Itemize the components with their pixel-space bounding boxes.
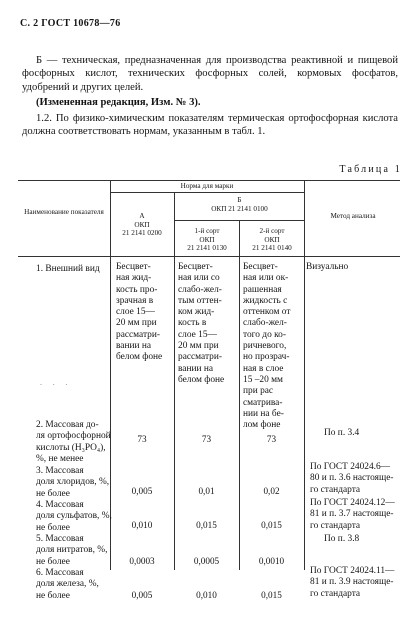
row3-sort-2: 0,02 (263, 486, 280, 496)
row5-sort-2: 0,0010 (258, 556, 285, 566)
header-method: Метод анализа (330, 212, 376, 220)
row6-brand-a: 0,005 (131, 590, 153, 600)
row1-brand-a: Бесцвет- ная жид- кость про- зрачная в слое 15— 20 мм при рассматри- вании на белом фоне (116, 262, 163, 363)
group-header-rule (110, 192, 304, 193)
col-rule-2 (174, 192, 175, 570)
row4-brand-a: 0,010 (131, 520, 153, 530)
row6-name: 6. Массовая доля железа, %, не более (36, 568, 99, 601)
row2-method: По п. 3.4 (324, 428, 360, 438)
header-brand-a: А ОКП 21 2141 0200 (122, 212, 162, 238)
row5-sort-1: 0,0005 (193, 556, 220, 566)
row4-sort-1: 0,015 (196, 520, 217, 530)
row3-brand-a: 0,005 (131, 486, 153, 496)
row5-brand-a: 0,0003 (129, 556, 155, 566)
header-sort-2: 2-й сорт ОКП 21 2141 0140 (252, 227, 292, 253)
row4-method: По ГОСТ 24024.12— 81 и п. 3.7 настояще- го стандарта (310, 498, 395, 531)
row5-name: 5. Массовая доля нитратов, %, не более (36, 534, 108, 567)
row1-sort-2: Бесцвет- ная или ок- рашенная жидкость с оттенком от слабо-жел- того до ко- ричневого, но прозрач- ная в слое 15 –20 мм при рас сматрива- нии на бе- лом фоне (243, 262, 291, 431)
table-top-rule (18, 180, 400, 181)
table-caption: Таблица 1 (339, 164, 402, 175)
header-sort-1: 1-й сорт ОКП 21 2141 0130 (187, 227, 227, 253)
row6-method: По ГОСТ 24024.11— 81 и п. 3.9 настояще- го стандарта (310, 566, 395, 599)
row1-name: 1. Внешний вид (36, 264, 100, 274)
header-norm-group: Норма для марки (180, 182, 234, 190)
row2-sort-2: 73 (266, 434, 277, 444)
row1-method: Визуально (306, 262, 349, 272)
amendment-note: (Измененная редакция, Изм. № 3). (36, 97, 201, 108)
col-rule-3 (239, 220, 240, 570)
row1-sort-1: Бесцвет- ная или со слабо-жел- тым оттен- ком жид- кость в слое 15— 20 мм при рассматри- вании на белом фоне (178, 262, 225, 385)
row2-sort-1: 73 (201, 434, 212, 444)
row5-method: По п. 3.8 (324, 534, 360, 544)
header-name: Наименование показателя (24, 208, 104, 216)
row4-name: 4. Массовая доля сульфатов, %, не более (36, 500, 112, 533)
row1-name-dots: . . . (40, 378, 69, 387)
page-header: С. 2 ГОСТ 10678—76 (20, 18, 121, 29)
row3-sort-1: 0,01 (198, 486, 215, 496)
paragraph-brand-b: Б — техническая, предназначенная для производства реактивной и пищевой фосфорных кислот, технических фосфорных солей, кормовых фосфатов, удобрений и других целей. (22, 55, 398, 93)
col-rule-4 (304, 180, 305, 570)
row3-method: По ГОСТ 24024.6— 80 и п. 3.6 настояще- го стандарта (310, 462, 394, 495)
row2-name: 2. Массовая до- ля ортофосфорной кислоты (H₃PO₄), %, не менее (36, 420, 111, 464)
row3-name: 3. Массовая доля хлоридов, %, не более (36, 466, 110, 499)
row4-sort-2: 0,015 (261, 520, 282, 530)
row6-sort-1: 0,010 (196, 590, 217, 600)
header-bottom-rule (18, 256, 400, 257)
row6-sort-2: 0,015 (261, 590, 282, 600)
row2-brand-a: 73 (137, 434, 147, 444)
header-brand-b: Б ОКП 21 2141 0100 (211, 196, 268, 213)
paragraph-1-2: 1.2. По физико-химическим показателям термическая ортофосфорная кислота должна соответствовать нормам, указанным в табл. 1. (22, 113, 398, 138)
